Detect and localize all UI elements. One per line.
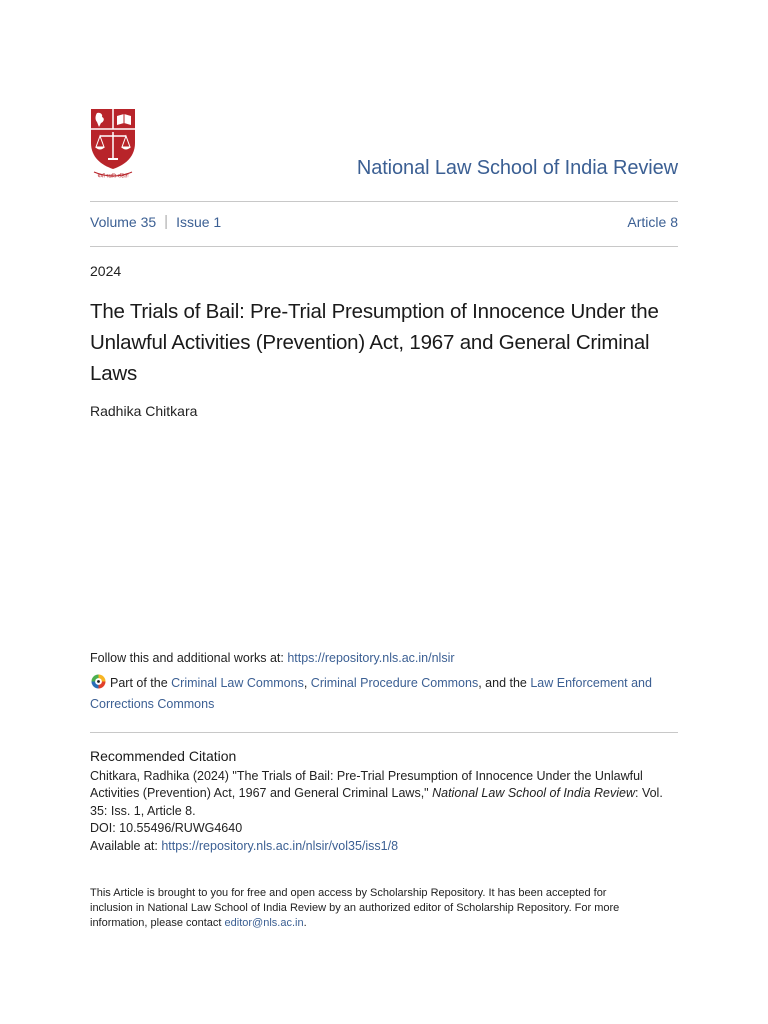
follow-text: Follow this and additional works at: [90,651,288,665]
part-of-sep-2: , and the [478,676,531,690]
citation-body [90,768,678,821]
recommended-citation [90,748,678,855]
available-label: Available at: [90,838,162,853]
article-url-link[interactable]: https://repository.nls.ac.in/nlsir/vol35/iss1/8 [161,838,399,853]
divider-citation [90,732,678,733]
journal-title-link[interactable]: National Law School of India Review [356,157,678,179]
citation-journal: National Law School of India Review [432,786,635,800]
criminal-procedure-commons-link[interactable]: Criminal Procedure Commons [310,676,479,690]
access-notice-text: This Article is brought to you for free and open access by Scholarship Repository. It has been accepted for inclusion in National Law School of India Review by an authorized editor of Scholarship Repository. For more information, please contact [90,887,620,929]
article-title: The Trials of Bail: Pre-Trial Presumption of Innocence Under the Unlawful Activities (Prevention) Act, 1967 and General Criminal Laws [90,300,659,385]
crest-motto: धर्मो रक्षति रक्षितः [97,173,129,179]
citation-volume: : Vol. 35: Iss. 1, Article 8. [90,786,663,818]
editor-email-link[interactable]: editor@nls.ac.in [224,917,304,929]
volume-link[interactable]: Volume 35 [90,213,157,230]
access-notice-end: . [303,917,307,929]
article-link[interactable]: Article 8 [627,213,678,230]
citation-heading: Recommended Citation [90,748,237,764]
access-notice [90,886,650,931]
issue-bar [90,213,678,230]
author-name: Radhika Chitkara [90,403,198,419]
follow-line [90,651,455,665]
issue-link[interactable]: Issue 1 [176,213,222,230]
nls-crest-icon [88,107,138,179]
criminal-law-commons-link[interactable]: Criminal Law Commons [171,676,304,690]
citation-doi: DOI: 10.55496/RUWG4640 [90,821,243,835]
issue-separator: | [164,213,169,230]
bepress-commons-icon [90,673,107,690]
part-of-commons [90,673,678,715]
repository-link[interactable]: https://repository.nls.ac.in/nlsir [287,651,455,665]
divider-issue [90,246,678,247]
part-of-prefix: Part of the [110,676,172,690]
citation-available [90,838,678,856]
publication-year: 2024 [90,263,122,279]
divider-top [90,201,678,202]
law-enforcement-commons-link[interactable]: Law Enforcement and Corrections Commons [90,676,652,711]
part-of-sep-1: , [303,676,311,690]
citation-text: Chitkara, Radhika (2024) "The Trials of Bail: Pre-Trial Presumption of Innocence Under the Unlawful Activities (Prevention) Act, 1967 and General Criminal Laws," [90,768,643,800]
